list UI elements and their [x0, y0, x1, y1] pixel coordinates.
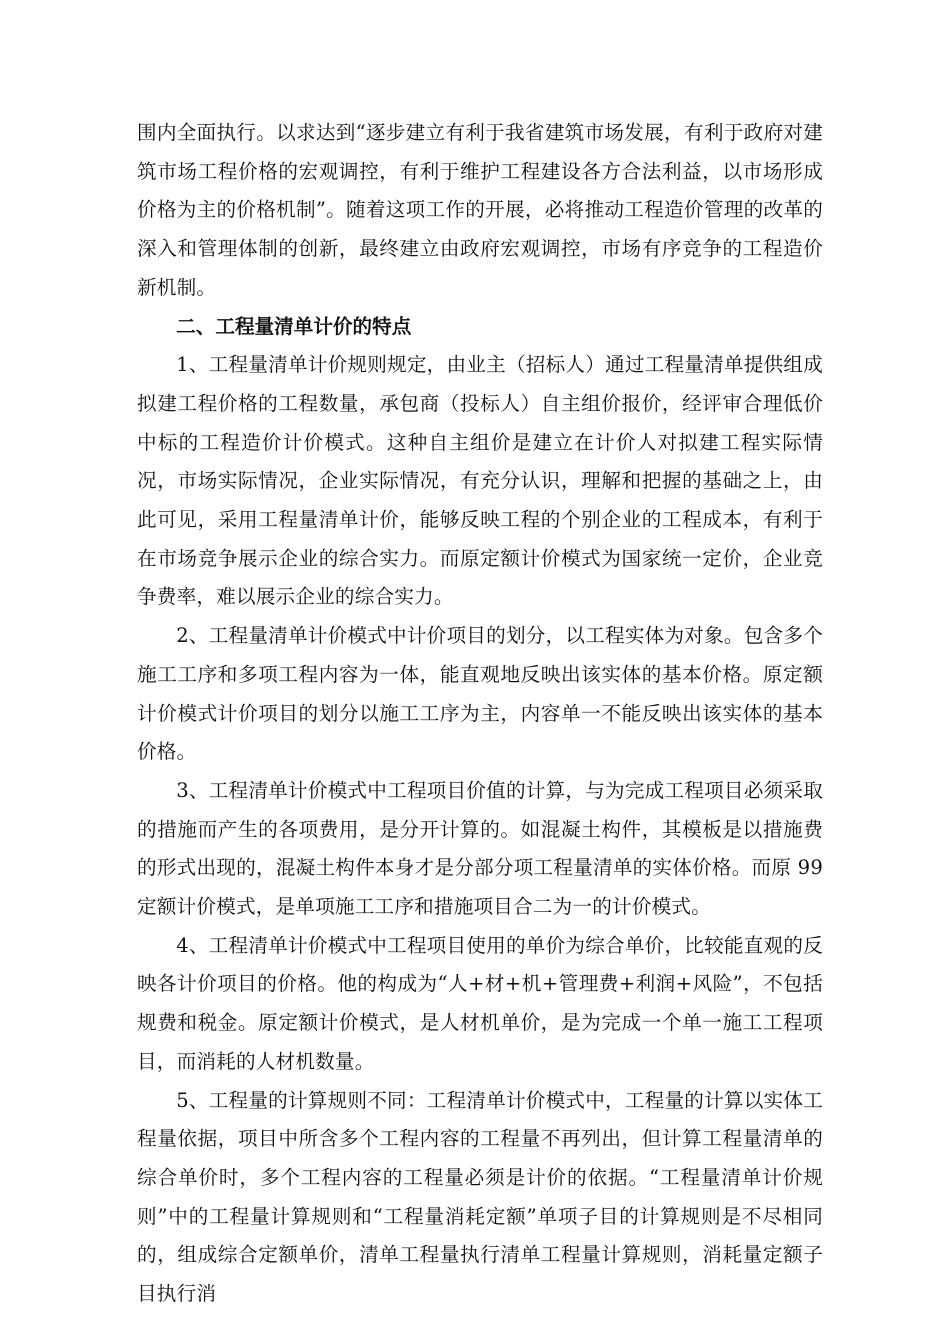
paragraph-4: 4、工程清单计价模式中工程项目使用的单价为综合单价，比较能直观的反映各计价项目的价格。他的构成为“人+材+机+管理费+利润+风险”，不包括规费和税金。原定额计价模式，是人材机单价，是为完成一个单一施工工程项目，而消耗的人材机数量。: [137, 933, 823, 1073]
paragraph-3: 3、工程清单计价模式中工程项目价值的计算，与为完成工程项目必须采取的措施而产生的各项费用，是分开计算的。如混凝土构件，其模板是以措施费的形式出现的，混凝土构件本身才是分部分项工程量清单的实体价格。而原 99 定额计价模式，是单项施工工序和措施项目合二为一的计价模式。: [137, 778, 823, 919]
paragraph-2: 2、工程量清单计价模式中计价项目的划分，以工程实体为对象。包含多个施工工序和多项工程内容为一体，能直观地反映出该实体的基本价格。原定额计价模式计价项目的划分以施工工序为主，内容单一不能反映出该实体的基本价格。: [137, 624, 823, 764]
paragraph-1: 1、工程量清单计价规则规定，由业主（招标人）通过工程量清单提供组成拟建工程价格的工程数量，承包商（投标人）自主组价报价，经评审合理低价中标的工程造价计价模式。这种自主组价是建立在计价人对拟建工程实际情况，市场实际情况，企业实际情况，有充分认识，理解和把握的基础之上，由此可见，采用工程量清单计价，能够反映工程的个别企业的工程成本，有利于在市场竞争展示企业的综合实力。而原定额计价模式为国家统一定价，企业竞争费率，难以展示企业的综合实力。: [137, 353, 823, 609]
section-heading: 二、工程量清单计价的特点: [176, 314, 412, 338]
intro-paragraph: 围内全面执行。以求达到“逐步建立有利于我省建筑市场发展，有利于政府对建筑市场工程价格的宏观调控，有利于维护工程建设各方合法利益，以市场形成价格为主的价格机制”。随着这项工作的开展，必将推动工程造价管理的改革的深入和管理体制的创新，最终建立由政府宏观调控，市场有序竞争的工程造价新机制。: [137, 121, 823, 299]
paragraph-5: 5、工程量的计算规则不同：工程清单计价模式中，工程量的计算以实体工程量依据，项目中所含多个工程内容的工程量不再列出，但计算工程量清单的综合单价时，多个工程内容的工程量必须是计价的依据。“工程量清单计价规则”中的工程量计算规则和“工程量消耗定额”单项子目的计算规则是不尽相同的，组成综合定额单价，清单工程量执行清单工程量计算规则，消耗量定额子目执行消: [137, 1088, 823, 1306]
document-body: [137, 114, 823, 1314]
